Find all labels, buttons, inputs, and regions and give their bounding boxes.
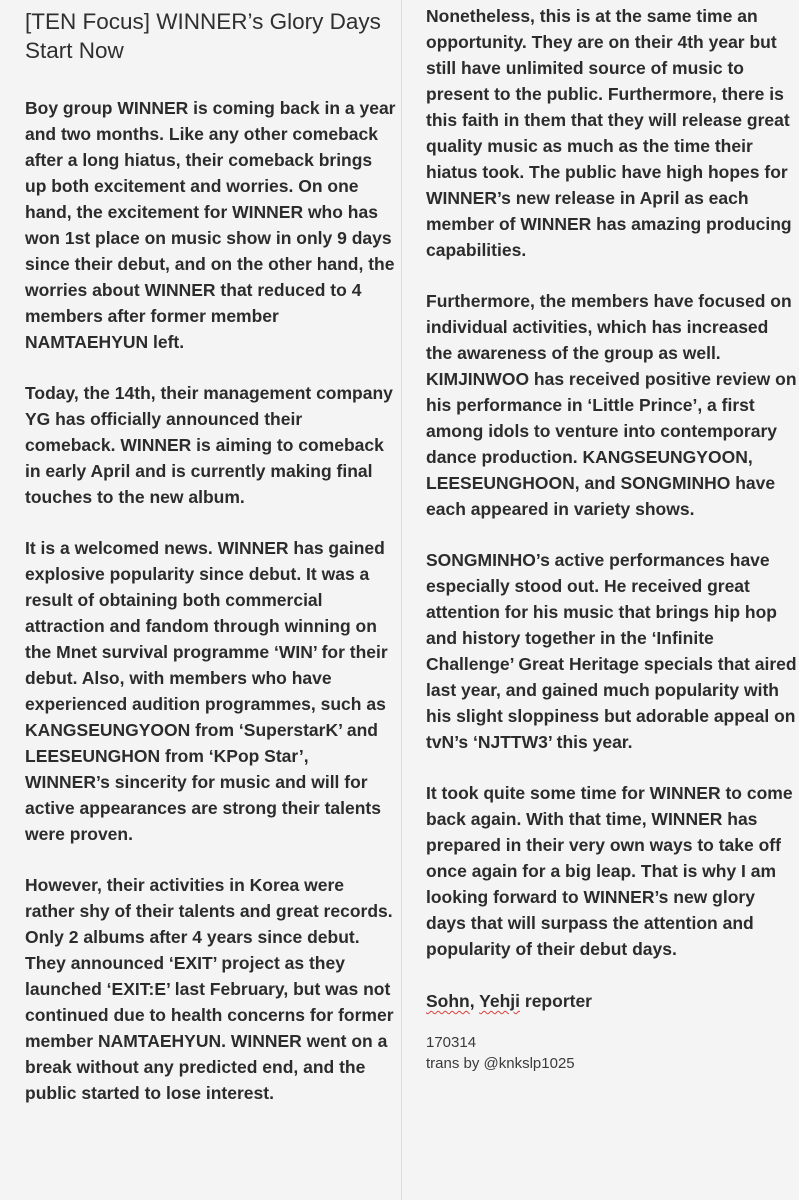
date-line[interactable]: 170314 — [426, 1034, 477, 1051]
paragraph[interactable]: Furthermore, the members have focused on individual activities, which has increased the awareness of the group as well. KIMJINWOO has received positive review on his performance in ‘Little Prince’, a first among idols to venture into contemporary dance production. KANGSEUNGYOON, LEESEUNGHOON, and SONGMINHO have each appeared in variety shows. — [426, 291, 797, 519]
paragraph[interactable]: Boy group WINNER is coming back in a year and two months. Like any other comeback after a long hiatus, their comeback brings up both excitement and worries. On one hand, the excitement for WINNER who has won 1st place on music show in only 9 days since their debut, and on the other hand, the worries about WINNER that reduced to 4 members after former member NAMTAEHYUN left. — [25, 98, 396, 352]
left-column — [25, 0, 397, 1106]
signature-role: reporter — [520, 991, 592, 1011]
paragraph[interactable]: SONGMINHO’s active performances have especially stood out. He received great attention for his music that brings hip hop and history together in the ‘Infinite Challenge’ Great Heritage specials that aired last year, and gained much popularity with his slight sloppiness but adorable appeal on tvN’s ‘NJTTW3’ this year. — [426, 550, 797, 752]
article-title[interactable]: [TEN Focus] WINNER’s Glory Days Start Now — [25, 9, 381, 63]
column-divider — [401, 0, 402, 1200]
paragraph[interactable]: It is a welcomed news. WINNER has gained explosive popularity since debut. It was a result of obtaining both commercial attraction and fandom through winning on the Mnet survival programme ‘WIN’ for their debut. Also, with members who have experienced audition programmes, such as KANGSEUNGYOON from ‘SuperstarK’ and LEESEUNGHON from ‘KPop Star’, WINNER’s sincerity for music and will for active appearances are strong their talents were proven. — [25, 538, 388, 844]
translator-credit[interactable]: trans by @knkslp1025 — [426, 1055, 575, 1072]
paragraph[interactable]: Today, the 14th, their management company YG has officially announced their comeback. WINNER is aiming to comeback in early April and is currently making final touches to the new album. — [25, 383, 393, 507]
paragraph[interactable]: It took quite some time for WINNER to come back again. With that time, WINNER has prepared in their very own ways to take off once again for a big leap. That is why I am looking forward to WINNER’s new glory days that will surpass the attention and popularity of their debut days. — [426, 783, 793, 959]
paragraph[interactable]: However, their activities in Korea were rather shy of their talents and great records. Only 2 albums after 4 years since debut. They announced ‘EXIT’ project as they launched ‘EXIT:E’ last February, but was not continued due to health concerns for former member NAMTAEHYUN. WINNER went on a break without any predicted end, and the public started to lose interest. — [25, 875, 394, 1103]
signature-separator: , — [469, 991, 480, 1011]
right-column — [426, 0, 798, 1074]
signature-surname: Sohn — [426, 991, 470, 1011]
signature-given-name: Yehji — [479, 991, 521, 1011]
paragraph[interactable]: Nonetheless, this is at the same time an opportunity. They are on their 4th year but still have unlimited source of music to present to the public. Furthermore, there is this faith in them that they will release great quality music as much as the time their hiatus took. The public have high hopes for WINNER’s new release in April as each member of WINNER has amazing producing capabilities. — [426, 6, 792, 260]
reporter-signature[interactable] — [426, 988, 798, 1014]
